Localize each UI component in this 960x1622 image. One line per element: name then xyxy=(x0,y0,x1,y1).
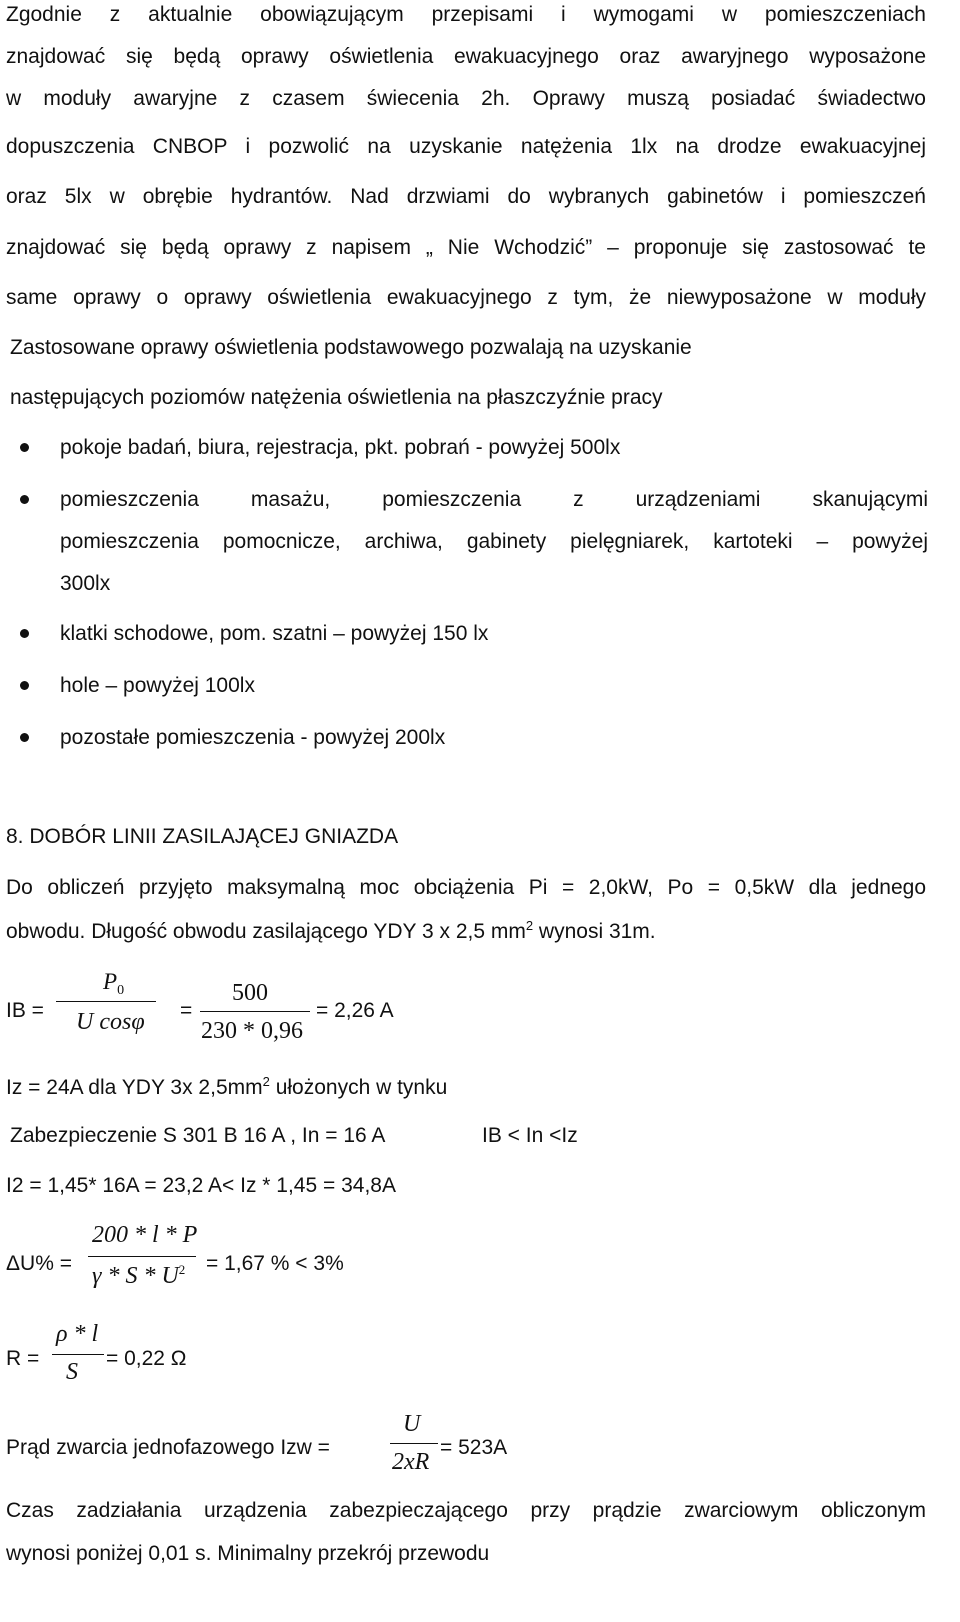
fraction-numerator: 500 xyxy=(232,980,268,1006)
list-item: pozostałe pomieszczenia - powyżej 200lx xyxy=(60,726,446,749)
paragraph-line: w moduły awaryjne z czasem świecenia 2h. Oprawy muszą posiadać świadectwo xyxy=(6,87,926,110)
section-heading: 8. DOBÓR LINII ZASILAJĄCEJ GNIAZDA xyxy=(6,825,399,848)
formula-result: = 2,26 A xyxy=(316,999,394,1022)
paragraph-line: znajdować się będą oprawy z napisem „ Nie Wchodzić” – proponuje się zastosować te xyxy=(6,236,926,259)
fraction-bar xyxy=(200,1011,310,1012)
bullet-icon xyxy=(20,733,29,742)
list-item: pomieszczenia pomocnicze, archiwa, gabinety pielęgniarek, kartoteki – powyżej xyxy=(60,530,928,553)
paragraph-line: następujących poziomów natężenia oświetlenia na płaszczyźnie pracy xyxy=(10,386,663,409)
paragraph-line: same oprawy o oprawy oświetlenia ewakuacyjnego z tym, że niewyposażone w moduły xyxy=(6,286,926,309)
list-item: klatki schodowe, pom. szatni – powyżej 150 lx xyxy=(60,622,489,645)
fraction-bar xyxy=(72,1001,156,1002)
paragraph-line: Zastosowane oprawy oświetlenia podstawowego pozwalają na uzyskanie xyxy=(10,336,692,359)
bullet-icon xyxy=(20,495,29,504)
paragraph-line: Czas zadziałania urządzenia zabezpieczającego przy prądzie zwarciowym obliczonym xyxy=(6,1499,926,1522)
bullet-icon xyxy=(20,443,29,452)
fraction-denominator: U cosφ xyxy=(76,1009,145,1035)
formula-label: ΔU% = xyxy=(6,1252,72,1275)
formula-label: IB = xyxy=(6,999,44,1022)
bullet-icon xyxy=(20,681,29,690)
fraction-bar xyxy=(52,1354,104,1355)
paragraph-line: Do obliczeń przyjęto maksymalną moc obciążenia Pi = 2,0kW, Po = 0,5kW dla jednego xyxy=(6,876,926,899)
list-item: 300lx xyxy=(60,572,111,595)
formula-result: = 523A xyxy=(440,1436,508,1459)
formula-label: Prąd zwarcia jednofazowego Izw = xyxy=(6,1436,330,1459)
paragraph-line: Iz = 24A dla YDY 3x $2,5mm^2$ ułożonych w tynku xyxy=(6,1074,448,1099)
formula-result: = 1,67 % < 3% xyxy=(206,1252,344,1275)
fraction-numerator: 200 * l * P xyxy=(92,1222,198,1248)
fraction-denominator: 230 * 0,96 xyxy=(201,1018,303,1044)
paragraph-line: dopuszczenia CNBOP i pozwolić na uzyskanie natężenia 1lx na drodze ewakuacyjnej xyxy=(6,135,926,158)
fraction-numerator: ρ * l xyxy=(56,1321,99,1347)
paragraph-line: wynosi poniżej 0,01 s. Minimalny przekrój przewodu xyxy=(6,1542,490,1565)
list-item: pokoje badań, biura, rejestracja, pkt. pobrań - powyżej 500lx xyxy=(60,436,621,459)
paragraph-line: obwodu. Długość obwodu zasilającego YDY 3 x 2,5 $mm^2$ wynosi 31m. xyxy=(6,918,656,943)
fraction-numerator: U xyxy=(403,1411,421,1437)
list-item: hole – powyżej 100lx xyxy=(60,674,255,697)
fraction-bar xyxy=(88,1256,196,1257)
equals-sign: = xyxy=(180,999,193,1022)
fraction-denominator: 2xR xyxy=(392,1449,430,1475)
paragraph-line: oraz 5lx w obrębie hydrantów. Nad drzwiami do wybranych gabinetów i pomieszczeń xyxy=(6,185,926,208)
formula-label: R = xyxy=(6,1347,40,1370)
fraction-denominator: S xyxy=(66,1359,78,1385)
bullet-icon xyxy=(20,629,29,638)
paragraph-line: I2 = 1,45* 16A = 23,2 A< Iz * 1,45 = 34,8A xyxy=(6,1174,396,1197)
fraction-denominator: γ * S * $U^2$ xyxy=(92,1262,186,1289)
formula-result: = 0,22 Ω xyxy=(106,1347,187,1370)
list-item: pomieszczenia masażu, pomieszczenia z urządzeniami skanującymi xyxy=(60,488,928,511)
paragraph-line: Zabezpieczenie S 301 B 16 A , In = 16 A xyxy=(10,1124,386,1147)
fraction-numerator: $P_0$ xyxy=(103,969,125,998)
fraction-bar xyxy=(390,1443,438,1444)
condition-text: IB < In <Iz xyxy=(482,1124,578,1147)
paragraph-line: znajdować się będą oprawy oświetlenia ewakuacyjnego oraz awaryjnego wyposażone xyxy=(6,45,926,68)
paragraph-line: Zgodnie z aktualnie obowiązującym przepisami i wymogami w pomieszczeniach xyxy=(6,3,926,26)
